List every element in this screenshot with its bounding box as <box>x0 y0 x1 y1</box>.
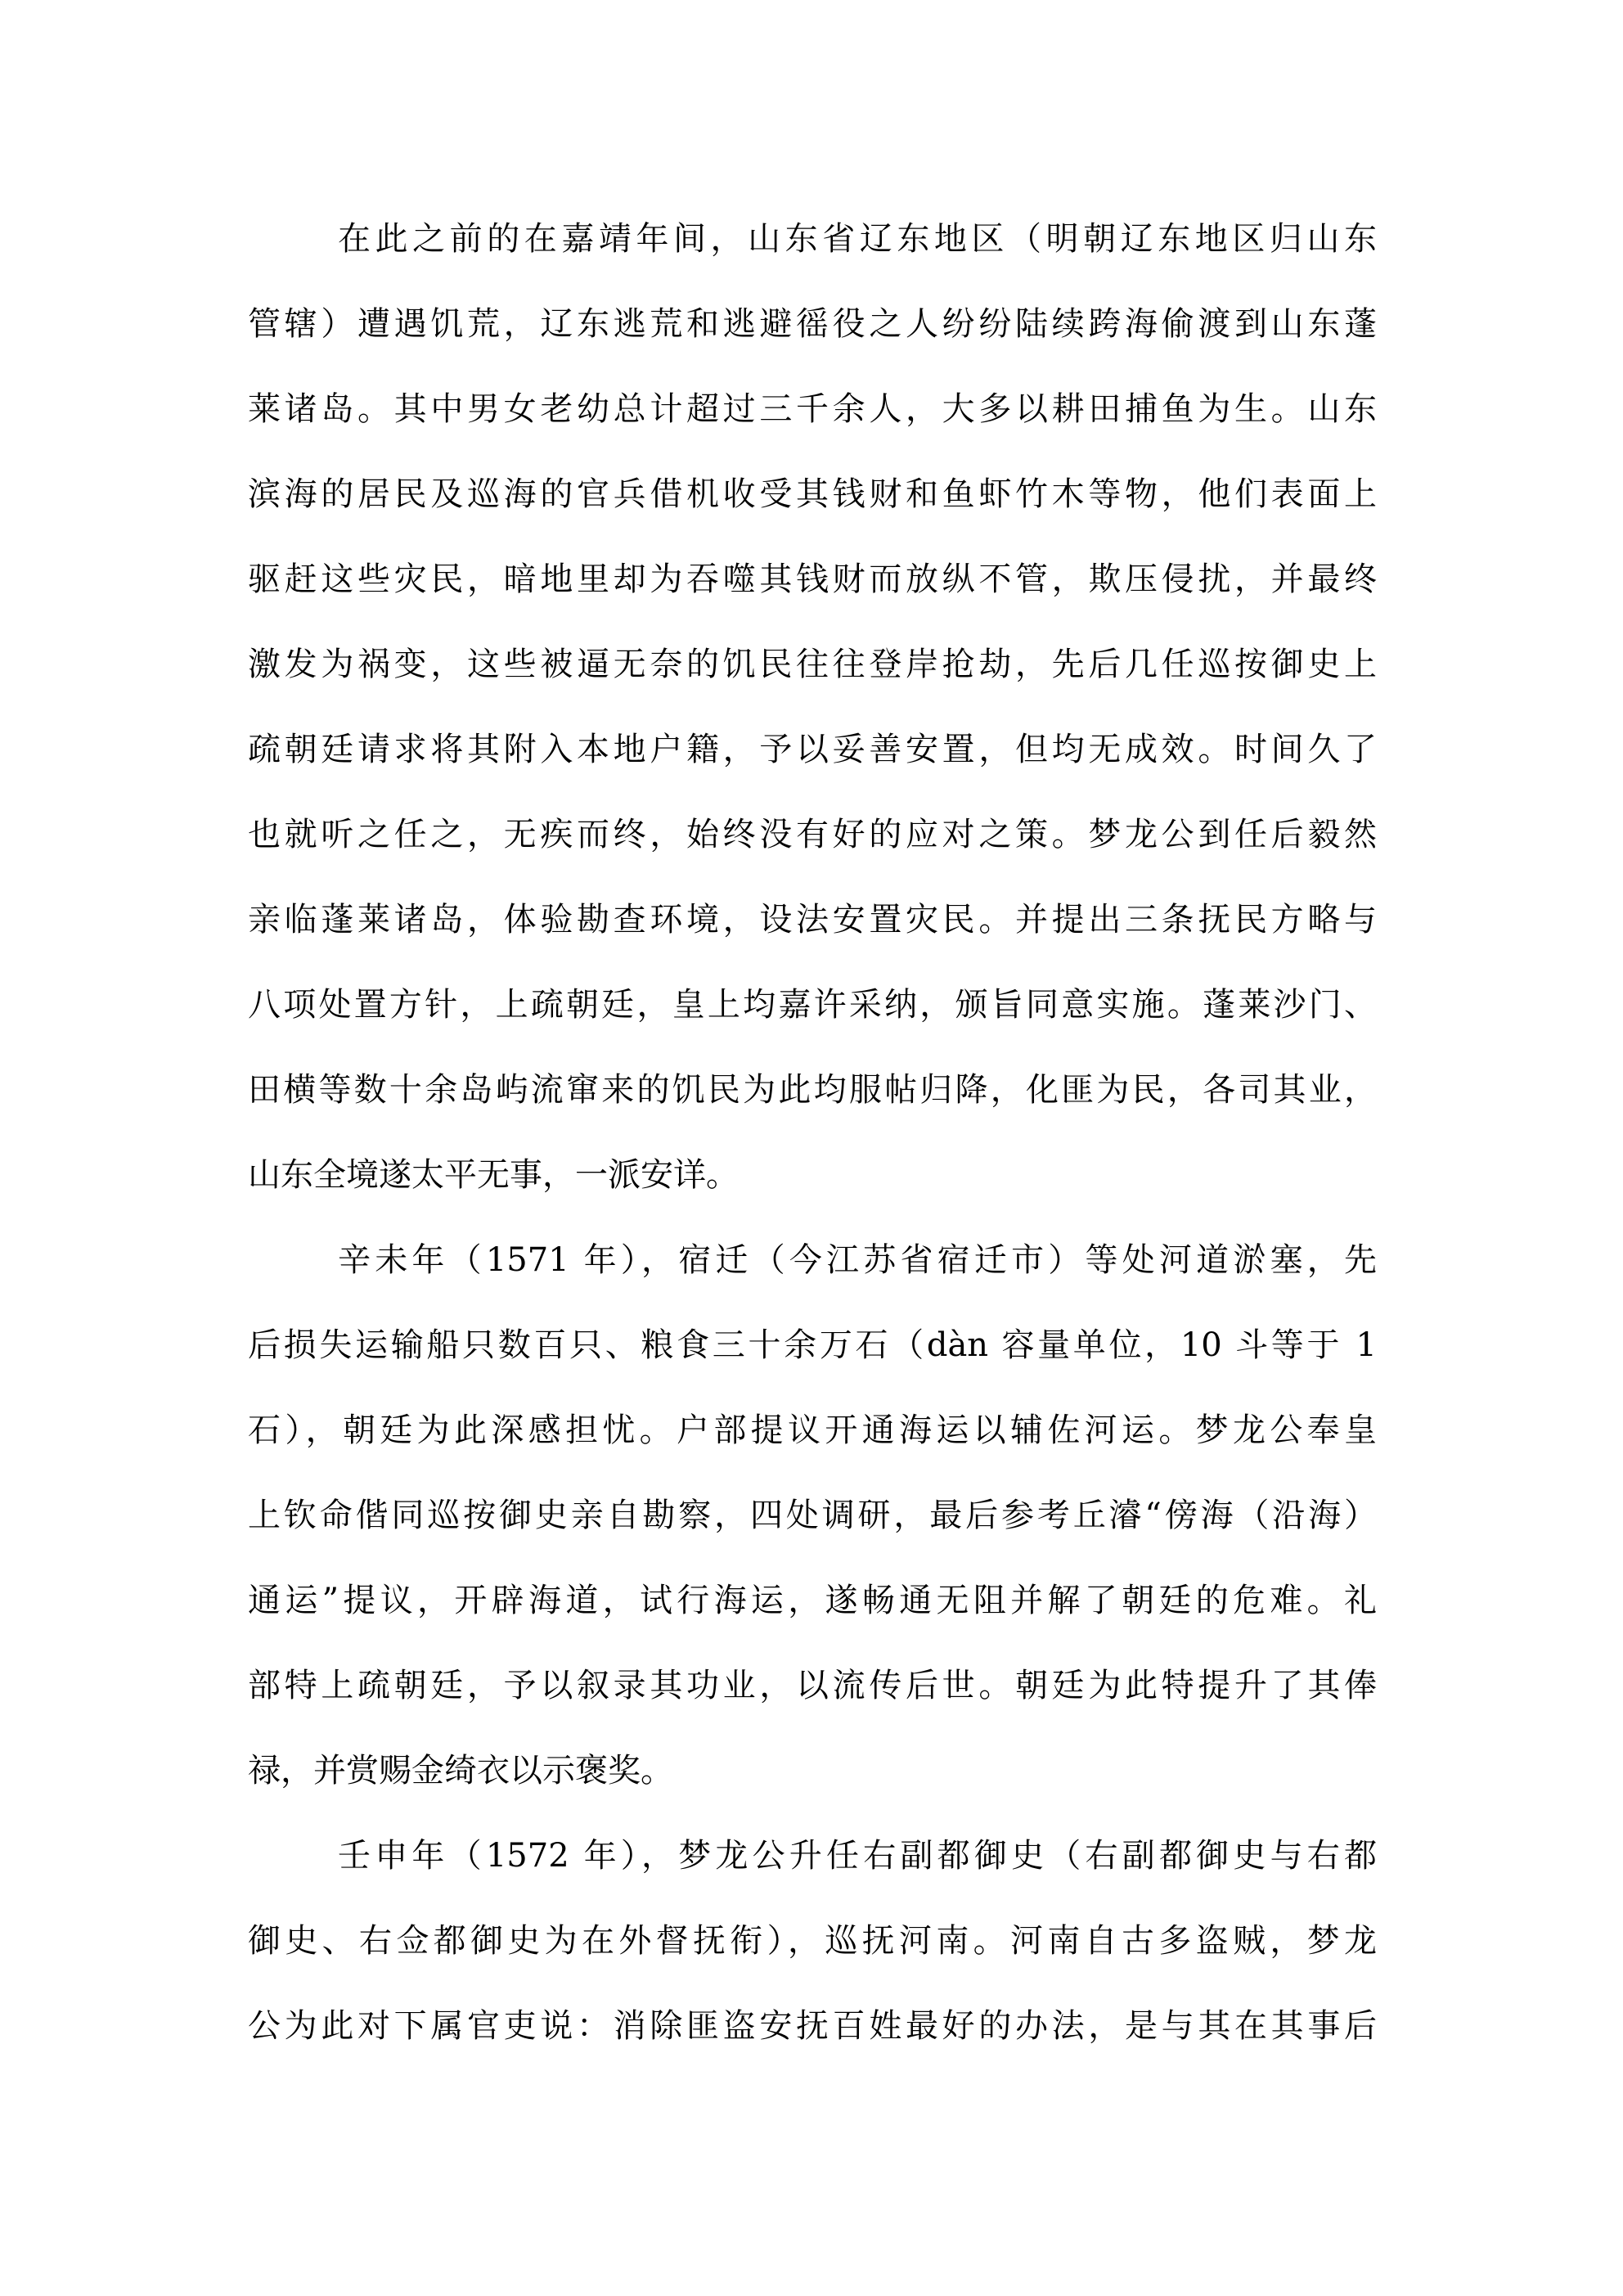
text-line: 禄，并赏赐金绮衣以示褒奖。 <box>248 1752 673 1790</box>
text-line: 八项处置方针，上疏朝廷，皇上均嘉许采纳，颁旨同意实施。蓬莱沙门、 <box>248 986 1377 1024</box>
text-line: 在此之前的在嘉靖年间，山东省辽东地区（明朝辽东地区归山东 <box>338 220 1377 258</box>
text-line: 辛未年（1571 年），宿迁（今江苏省宿迁市）等处河道淤塞，先 <box>338 1241 1377 1279</box>
text-line: 部特上疏朝廷，予以叙录其功业，以流传后世。朝廷为此特提升了其俸 <box>248 1667 1377 1704</box>
paragraph-shandong-refugees <box>248 196 1377 1218</box>
text-line: 疏朝廷请求将其附入本地户籍，予以妥善安置，但均无成效。时间久了 <box>248 731 1377 768</box>
text-line: 山东全境遂太平无事，一派安详。 <box>248 1156 739 1194</box>
text-line: 莱诸岛。其中男女老幼总计超过三千余人，大多以耕田捕鱼为生。山东 <box>248 390 1377 428</box>
text-line: 也就听之任之，无疾而终，始终没有好的应对之策。梦龙公到任后毅然 <box>248 816 1377 853</box>
paragraph-1571-sea-transport <box>248 1218 1377 1813</box>
text-line: 公为此对下属官吏说：消除匪盗安抚百姓最好的办法，是与其在其事后 <box>248 2007 1377 2045</box>
text-line: 后损失运输船只数百只、粮食三十余万石（dàn 容量单位，10 斗等于 1 <box>248 1326 1377 1364</box>
text-line: 激发为祸变，这些被逼无奈的饥民往往登岸抢劫，先后几任巡按御史上 <box>248 646 1377 683</box>
document-page <box>248 196 1377 2069</box>
text-line: 亲临蓬莱诸岛，体验勘查环境，设法安置灾民。并提出三条抚民方略与 <box>248 901 1377 939</box>
text-line: 滨海的居民及巡海的官兵借机收受其钱财和鱼虾竹木等物，他们表面上 <box>248 475 1377 513</box>
paragraph-1572-henan <box>248 1813 1377 2069</box>
text-line: 壬申年（1572 年），梦龙公升任右副都御史（右副都御史与右都 <box>338 1837 1377 1875</box>
text-line: 石），朝廷为此深感担忧。户部提议开通海运以辅佐河运。梦龙公奉皇 <box>248 1411 1377 1449</box>
text-line: 上钦命偕同巡按御史亲自勘察，四处调研，最后参考丘濬“傍海（沿海） <box>248 1497 1377 1534</box>
text-line: 御史、右佥都御史为在外督抚衔），巡抚河南。河南自古多盗贼，梦龙 <box>248 1922 1377 1960</box>
text-line: 驱赶这些灾民，暗地里却为吞噬其钱财而放纵不管，欺压侵扰，并最终 <box>248 560 1377 598</box>
text-line: 田横等数十余岛屿流窜来的饥民为此均服帖归降，化匪为民，各司其业， <box>248 1071 1377 1109</box>
text-line: 通运”提议，开辟海道，试行海运，遂畅通无阻并解了朝廷的危难。礼 <box>248 1582 1377 1619</box>
text-line: 管辖）遭遇饥荒，辽东逃荒和逃避徭役之人纷纷陆续跨海偷渡到山东蓬 <box>248 305 1377 343</box>
